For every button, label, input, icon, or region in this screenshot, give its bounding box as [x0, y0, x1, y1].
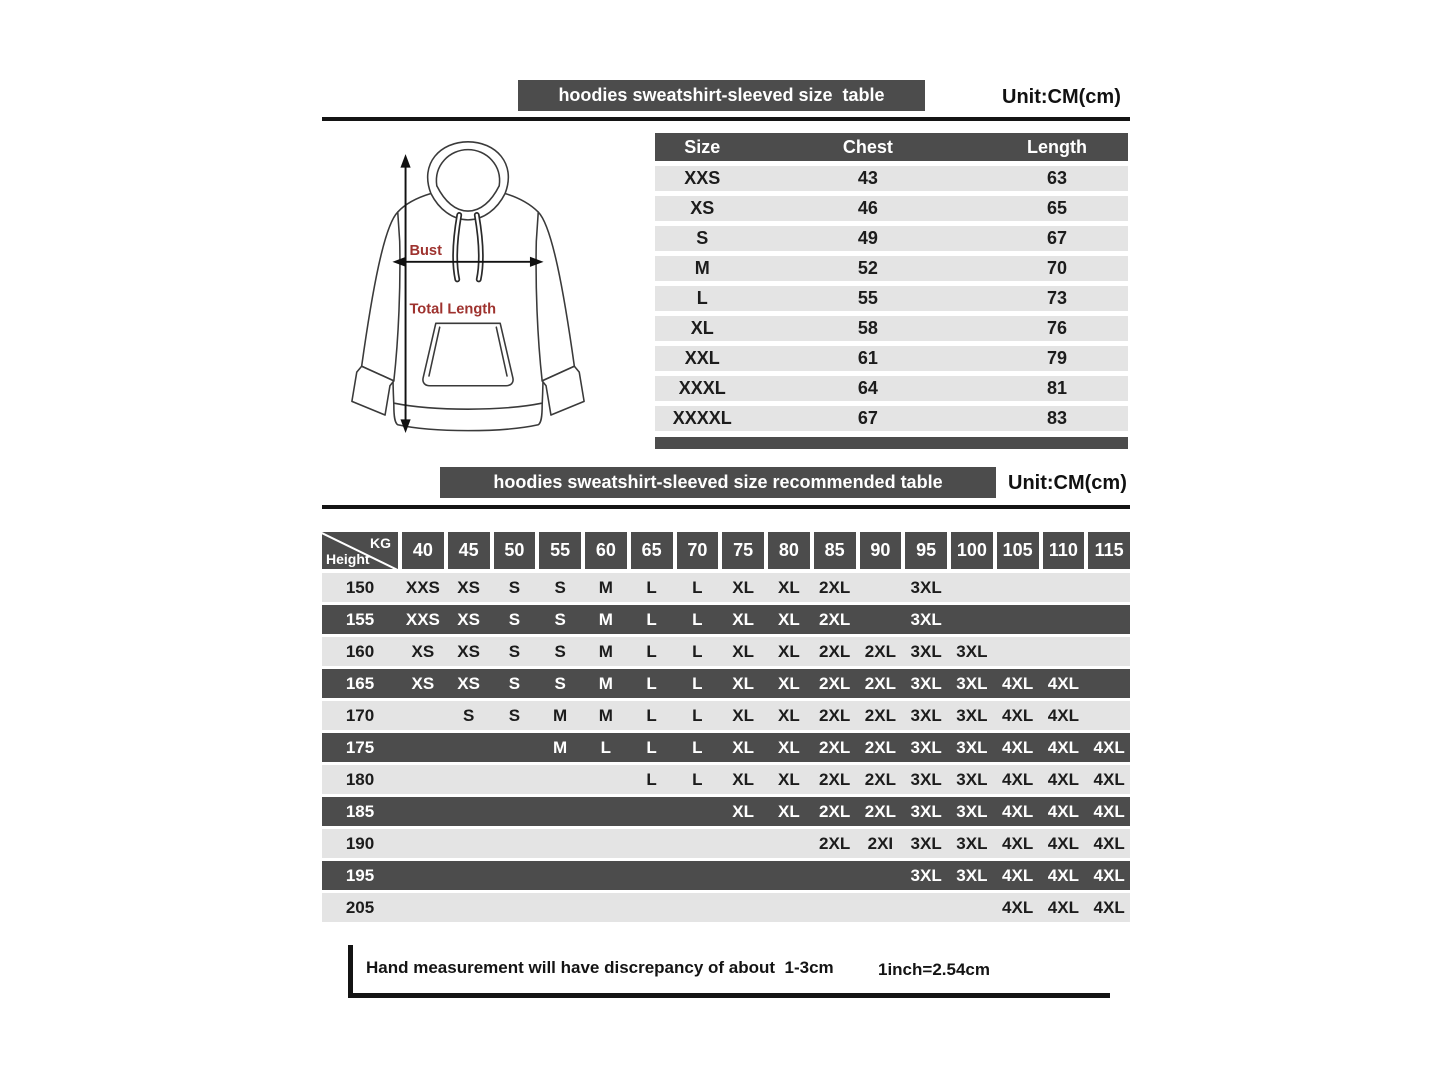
measurement-note: Hand measurement will have discrepancy of about 1-3cm [366, 958, 834, 977]
height-label-cell: 180 [345, 770, 375, 789]
size-recommendation-cell: 2XL [864, 770, 896, 789]
size-recommendation-cell: 4XL [1047, 834, 1079, 853]
size-recommendation-cell [631, 797, 673, 826]
size-table-cell: 55 [857, 288, 878, 308]
height-label-cell: 195 [345, 866, 375, 885]
top-divider-line [322, 117, 1130, 121]
size-recommendation-cell: L [692, 610, 703, 629]
size-recommendation-cell [860, 861, 902, 890]
size-recommendation-cell [997, 637, 1039, 666]
height-label-cell: 175 [345, 738, 375, 757]
size-recommendation-cell [585, 861, 627, 890]
size-recommendation-cell [539, 829, 581, 858]
size-recommendation-cell: 4XL [1093, 802, 1125, 821]
size-recommendation-cell: 3XL [910, 834, 942, 853]
size-recommendation-cell: S [508, 642, 521, 661]
size-recommendation-cell: L [646, 770, 657, 789]
weight-column-header: 65 [631, 532, 673, 569]
size-recommendation-cell [448, 733, 490, 762]
size-recommendation-cell: L [646, 674, 657, 693]
recommended-table-row [322, 829, 1130, 858]
weight-column-header: 115 [1088, 532, 1130, 569]
weight-column-header: 45 [448, 532, 490, 569]
size-recommendation-cell [494, 733, 536, 762]
bust-label: Bust [409, 242, 442, 259]
size-recommendation-cell [677, 861, 719, 890]
size-recommendation-cell: XL [778, 578, 800, 597]
size-recommendation-cell [585, 797, 627, 826]
size-recommendation-cell: 2XL [819, 578, 851, 597]
size-recommendation-cell [631, 861, 673, 890]
size-table [655, 133, 1128, 449]
size-table-cell: M [694, 258, 710, 278]
recommended-size-table [322, 532, 1130, 925]
corner-height-label: Height [326, 551, 370, 567]
size-table-unit-label: Unit:CM(cm) [1002, 86, 1121, 108]
size-table-cell: XXXXL [672, 408, 732, 428]
size-recommendation-cell [494, 765, 536, 794]
size-recommendation-cell [448, 829, 490, 858]
size-recommendation-cell: S [554, 578, 566, 597]
size-recommendation-cell [722, 829, 764, 858]
size-recommendation-cell: L [646, 706, 657, 725]
weight-column-header: 100 [951, 532, 993, 569]
size-table-cell: 81 [1047, 378, 1068, 398]
size-table-cell: 73 [1047, 288, 1068, 308]
size-table-cell: 67 [857, 408, 878, 428]
size-recommendation-cell: 3XL [956, 674, 988, 693]
size-recommendation-cell: 2XL [819, 610, 851, 629]
footer-left-bar [348, 945, 353, 993]
height-label-cell: 190 [345, 834, 375, 853]
weight-column-header: 50 [494, 532, 536, 569]
size-recommendation-cell [677, 893, 719, 922]
size-recommendation-cell [494, 829, 536, 858]
height-label-cell: 160 [345, 642, 375, 661]
size-recommendation-cell [860, 605, 902, 634]
size-table-column-header: Chest [842, 137, 893, 157]
size-recommendation-cell: 4XL [1047, 674, 1079, 693]
size-recommendation-cell: L [692, 738, 703, 757]
total-length-label: Total Length [409, 301, 497, 318]
size-table-header-row [655, 133, 1128, 161]
recommended-table-row [322, 893, 1130, 922]
size-recommendation-cell: S [554, 642, 566, 661]
size-table-row [655, 226, 1128, 251]
size-recommendation-cell [402, 765, 444, 794]
size-recommendation-cell [1043, 605, 1085, 634]
size-recommendation-cell: 2XL [819, 738, 851, 757]
size-recommendation-cell: M [598, 578, 613, 597]
size-recommendation-cell: 4XL [1002, 834, 1034, 853]
weight-column-header: 95 [905, 532, 947, 569]
size-recommendation-cell: 4XL [1093, 834, 1125, 853]
weight-column-header: 70 [677, 532, 719, 569]
inch-conversion-note: 1inch=2.54cm [878, 960, 990, 979]
size-table-cell: XXL [684, 348, 720, 368]
size-recommendation-cell [768, 829, 810, 858]
size-recommendation-cell: 4XL [1002, 674, 1034, 693]
size-recommendation-cell: M [598, 706, 613, 725]
size-recommendation-cell: S [462, 706, 475, 725]
size-recommendation-cell: 3XL [910, 866, 942, 885]
size-recommendation-cell: 3XL [910, 610, 942, 629]
size-table-cell: 67 [1047, 228, 1068, 248]
size-recommendation-cell: 4XL [1002, 770, 1034, 789]
size-recommendation-cell [951, 573, 993, 602]
size-recommendation-cell: 2XL [819, 770, 851, 789]
size-recommendation-cell [539, 893, 581, 922]
size-table-cell: 58 [857, 318, 878, 338]
size-recommendation-cell: 3XL [956, 834, 988, 853]
size-recommendation-cell: L [692, 642, 703, 661]
hoodie-measurement-diagram [326, 134, 610, 456]
size-recommendation-cell [677, 829, 719, 858]
size-recommendation-cell [677, 797, 719, 826]
size-recommendation-cell: 2XL [819, 706, 851, 725]
size-table-title-bar [518, 80, 925, 111]
size-recommendation-cell [539, 797, 581, 826]
size-recommendation-cell: 2XL [864, 674, 896, 693]
size-recommendation-cell [402, 893, 444, 922]
size-recommendation-cell: XS [457, 674, 480, 693]
weight-column-header: 60 [585, 532, 627, 569]
size-recommendation-cell: M [598, 674, 613, 693]
recommended-table-row [322, 669, 1130, 698]
size-recommendation-cell [448, 765, 490, 794]
size-table-cell: 61 [857, 348, 878, 368]
size-recommendation-cell: 3XL [956, 802, 988, 821]
recommended-table-body [322, 573, 1130, 922]
size-recommendation-cell [631, 893, 673, 922]
size-recommendation-cell: XS [457, 610, 480, 629]
size-recommendation-cell: S [508, 706, 521, 725]
size-recommendation-cell: XL [732, 674, 754, 693]
size-recommendation-cell: XL [778, 738, 800, 757]
size-recommendation-cell: 2XI [867, 834, 894, 853]
size-recommendation-cell [1088, 605, 1130, 634]
hoodie-right-sleeve [536, 212, 574, 381]
size-recommendation-cell: 4XL [1002, 898, 1034, 917]
size-recommendation-cell: 4XL [1047, 898, 1079, 917]
weight-column-header: 55 [539, 532, 581, 569]
size-recommendation-cell: S [554, 674, 566, 693]
size-recommendation-cell: 3XL [956, 866, 988, 885]
size-table-row [655, 406, 1128, 431]
size-table-cell: 63 [1047, 168, 1068, 188]
size-recommendation-cell: XL [732, 738, 754, 757]
size-table-row [655, 196, 1128, 221]
size-recommendation-cell [997, 605, 1039, 634]
size-recommendation-cell [402, 797, 444, 826]
size-recommendation-cell: L [646, 642, 657, 661]
size-recommendation-cell: XXS [405, 578, 440, 597]
height-label-cell: 155 [345, 610, 375, 629]
size-recommendation-cell: M [598, 642, 613, 661]
size-recommendation-cell: XL [778, 706, 800, 725]
size-recommendation-cell: S [554, 610, 566, 629]
size-recommendation-cell: L [600, 738, 612, 757]
size-recommendation-cell [1043, 637, 1085, 666]
recommended-table-row [322, 797, 1130, 826]
size-recommendation-cell [722, 893, 764, 922]
size-recommendation-cell: 2XL [864, 738, 896, 757]
size-recommendation-cell: XS [411, 642, 435, 661]
corner-kg-label: KG [370, 535, 391, 551]
size-table-cell: 83 [1047, 408, 1068, 428]
size-recommendation-cell: 4XL [1002, 738, 1034, 757]
size-recommendation-cell: XL [778, 770, 800, 789]
size-recommendation-cell [768, 861, 810, 890]
size-recommendation-cell: XL [778, 642, 800, 661]
size-recommendation-cell [768, 893, 810, 922]
size-recommendation-cell [494, 893, 536, 922]
size-table-body [655, 166, 1128, 431]
size-table-cell: S [696, 228, 709, 248]
size-recommendation-cell: 3XL [956, 706, 988, 725]
weight-column-header: 110 [1043, 532, 1085, 569]
size-recommendation-cell: 3XL [910, 674, 942, 693]
size-recommendation-cell [1088, 573, 1130, 602]
size-table-cell: 79 [1047, 348, 1068, 368]
size-recommendation-cell: XXS [405, 610, 440, 629]
size-recommendation-cell: XS [457, 642, 480, 661]
size-table-row [655, 286, 1128, 311]
size-table-cell: XL [690, 318, 714, 338]
size-recommendation-cell: XL [732, 770, 754, 789]
size-recommendation-cell: 3XL [910, 642, 942, 661]
size-recommendation-cell [860, 893, 902, 922]
size-recommendation-cell: L [692, 770, 703, 789]
size-table-cell: 46 [857, 198, 878, 218]
size-recommendation-cell [860, 573, 902, 602]
size-recommendation-cell: 4XL [1047, 770, 1079, 789]
size-recommendation-cell: L [646, 738, 657, 757]
size-recommendation-cell: 3XL [910, 802, 942, 821]
height-label-cell: 165 [345, 674, 375, 693]
size-recommendation-cell: M [598, 610, 613, 629]
size-recommendation-cell: L [692, 706, 703, 725]
size-table-row [655, 346, 1128, 371]
size-table-cell: L [696, 288, 708, 308]
recommended-table-row [322, 861, 1130, 890]
size-recommendation-cell [585, 765, 627, 794]
middle-divider-line [322, 505, 1130, 509]
size-recommendation-cell [494, 861, 536, 890]
recommended-table-row [322, 701, 1130, 730]
size-recommendation-cell: XL [778, 674, 800, 693]
size-recommendation-cell: 3XL [910, 770, 942, 789]
size-recommendation-cell: 2XL [864, 642, 896, 661]
size-recommendation-cell [722, 861, 764, 890]
size-table-cell: 52 [857, 258, 878, 278]
size-recommendation-cell: 4XL [1002, 802, 1034, 821]
size-table-bottom-bar [655, 437, 1128, 449]
size-recommendation-cell: XL [732, 642, 754, 661]
weight-column-header: 105 [997, 532, 1039, 569]
size-recommendation-cell: 4XL [1093, 738, 1125, 757]
size-recommendation-cell: XL [732, 578, 754, 597]
size-recommendation-cell [585, 893, 627, 922]
size-recommendation-cell: XL [778, 802, 800, 821]
size-recommendation-cell: 3XL [910, 578, 942, 597]
size-recommendation-cell: 4XL [1047, 738, 1079, 757]
height-label-cell: 170 [345, 706, 375, 725]
size-table-cell: XS [690, 198, 715, 218]
footer-bottom-line [348, 993, 1110, 998]
size-recommendation-cell: 3XL [910, 706, 942, 725]
size-table-cell: 43 [857, 168, 878, 188]
hoodie-left-sleeve [362, 212, 400, 381]
size-recommendation-cell: 3XL [956, 642, 988, 661]
size-recommendation-cell: 4XL [1047, 706, 1079, 725]
size-recommendation-cell: XL [732, 706, 754, 725]
size-recommendation-cell: 2XL [864, 706, 896, 725]
size-table-cell: 76 [1047, 318, 1068, 338]
size-recommendation-cell: 3XL [956, 738, 988, 757]
size-table-column-header: Length [1027, 137, 1088, 157]
size-table-cell: 65 [1047, 198, 1068, 218]
weight-column-header: 85 [814, 532, 856, 569]
recommended-table-title: hoodies sweatshirt-sleeved size recommended table [493, 472, 943, 492]
size-recommendation-cell: 2XL [819, 674, 851, 693]
size-recommendation-cell [1043, 573, 1085, 602]
recommended-table-title-bar [440, 467, 996, 498]
size-recommendation-cell [402, 861, 444, 890]
size-recommendation-cell: L [646, 578, 657, 597]
size-recommendation-cell [997, 573, 1039, 602]
size-recommendation-cell [539, 765, 581, 794]
size-recommendation-cell: 4XL [1047, 802, 1079, 821]
size-recommendation-cell: 2XL [864, 802, 896, 821]
size-recommendation-cell: 4XL [1093, 898, 1125, 917]
size-recommendation-cell [448, 893, 490, 922]
size-recommendation-cell: 3XL [956, 770, 988, 789]
size-recommendation-cell: M [553, 706, 568, 725]
recommended-table-row [322, 733, 1130, 762]
size-recommendation-cell [402, 829, 444, 858]
size-recommendation-cell [1088, 637, 1130, 666]
hoodie-pocket [423, 323, 513, 385]
size-table-cell: XXXL [678, 378, 726, 398]
size-table-column-header: Size [684, 137, 721, 157]
recommended-table-row [322, 637, 1130, 666]
recommended-table-row [322, 605, 1130, 634]
size-recommendation-cell: 4XL [1093, 866, 1125, 885]
size-recommendation-cell [402, 701, 444, 730]
size-recommendation-cell: S [508, 578, 521, 597]
size-table-title: hoodies sweatshirt-sleeved size table [558, 85, 885, 105]
size-recommendation-cell [448, 861, 490, 890]
size-recommendation-cell [448, 797, 490, 826]
recommended-table-header-row [322, 532, 1130, 569]
size-recommendation-cell: XL [732, 802, 754, 821]
height-label-cell: 205 [345, 898, 375, 917]
size-recommendation-cell [1088, 701, 1130, 730]
size-recommendation-cell [631, 829, 673, 858]
size-table-cell: 70 [1047, 258, 1068, 278]
size-table-cell: XXS [684, 168, 721, 188]
size-recommendation-cell: L [692, 578, 703, 597]
recommended-table-row [322, 573, 1130, 602]
size-recommendation-cell [814, 893, 856, 922]
recommended-table-row [322, 765, 1130, 794]
size-recommendation-cell: 2XL [819, 802, 851, 821]
size-recommendation-cell [951, 893, 993, 922]
weight-column-header: 80 [768, 532, 810, 569]
size-recommendation-cell [951, 605, 993, 634]
weight-column-header: 75 [722, 532, 764, 569]
size-recommendation-cell: 4XL [1002, 706, 1034, 725]
size-recommendation-cell: XS [411, 674, 435, 693]
size-recommendation-cell: 2XL [819, 642, 851, 661]
size-recommendation-cell [585, 829, 627, 858]
recommended-table-unit-label: Unit:CM(cm) [1008, 472, 1127, 494]
size-recommendation-cell [1088, 669, 1130, 698]
height-label-cell: 185 [345, 802, 375, 821]
size-recommendation-cell [539, 861, 581, 890]
size-recommendation-cell [814, 861, 856, 890]
height-label-cell: 150 [345, 578, 375, 597]
size-table-row [655, 166, 1128, 191]
size-recommendation-cell: M [553, 738, 568, 757]
size-table-cell: 64 [857, 378, 878, 398]
size-table-row [655, 376, 1128, 401]
size-recommendation-cell: S [508, 610, 521, 629]
size-recommendation-cell: 3XL [910, 738, 942, 757]
size-recommendation-cell: 2XL [819, 834, 851, 853]
size-table-row [655, 316, 1128, 341]
weight-column-header: 90 [860, 532, 902, 569]
size-recommendation-cell [905, 893, 947, 922]
weight-column-header: 40 [402, 532, 444, 569]
size-recommendation-cell: 4XL [1002, 866, 1034, 885]
size-recommendation-cell: XL [732, 610, 754, 629]
size-table-cell: 49 [857, 228, 878, 248]
size-recommendation-cell [402, 733, 444, 762]
size-recommendation-cell: L [692, 674, 703, 693]
size-recommendation-cell: L [646, 610, 657, 629]
size-recommendation-cell: 4XL [1093, 770, 1125, 789]
size-recommendation-cell: 4XL [1047, 866, 1079, 885]
size-recommendation-cell: S [508, 674, 521, 693]
size-recommendation-cell [494, 797, 536, 826]
size-table-row [655, 256, 1128, 281]
size-recommendation-cell: XS [457, 578, 480, 597]
corner-cell-kg-height [322, 532, 398, 569]
size-recommendation-cell: XL [778, 610, 800, 629]
